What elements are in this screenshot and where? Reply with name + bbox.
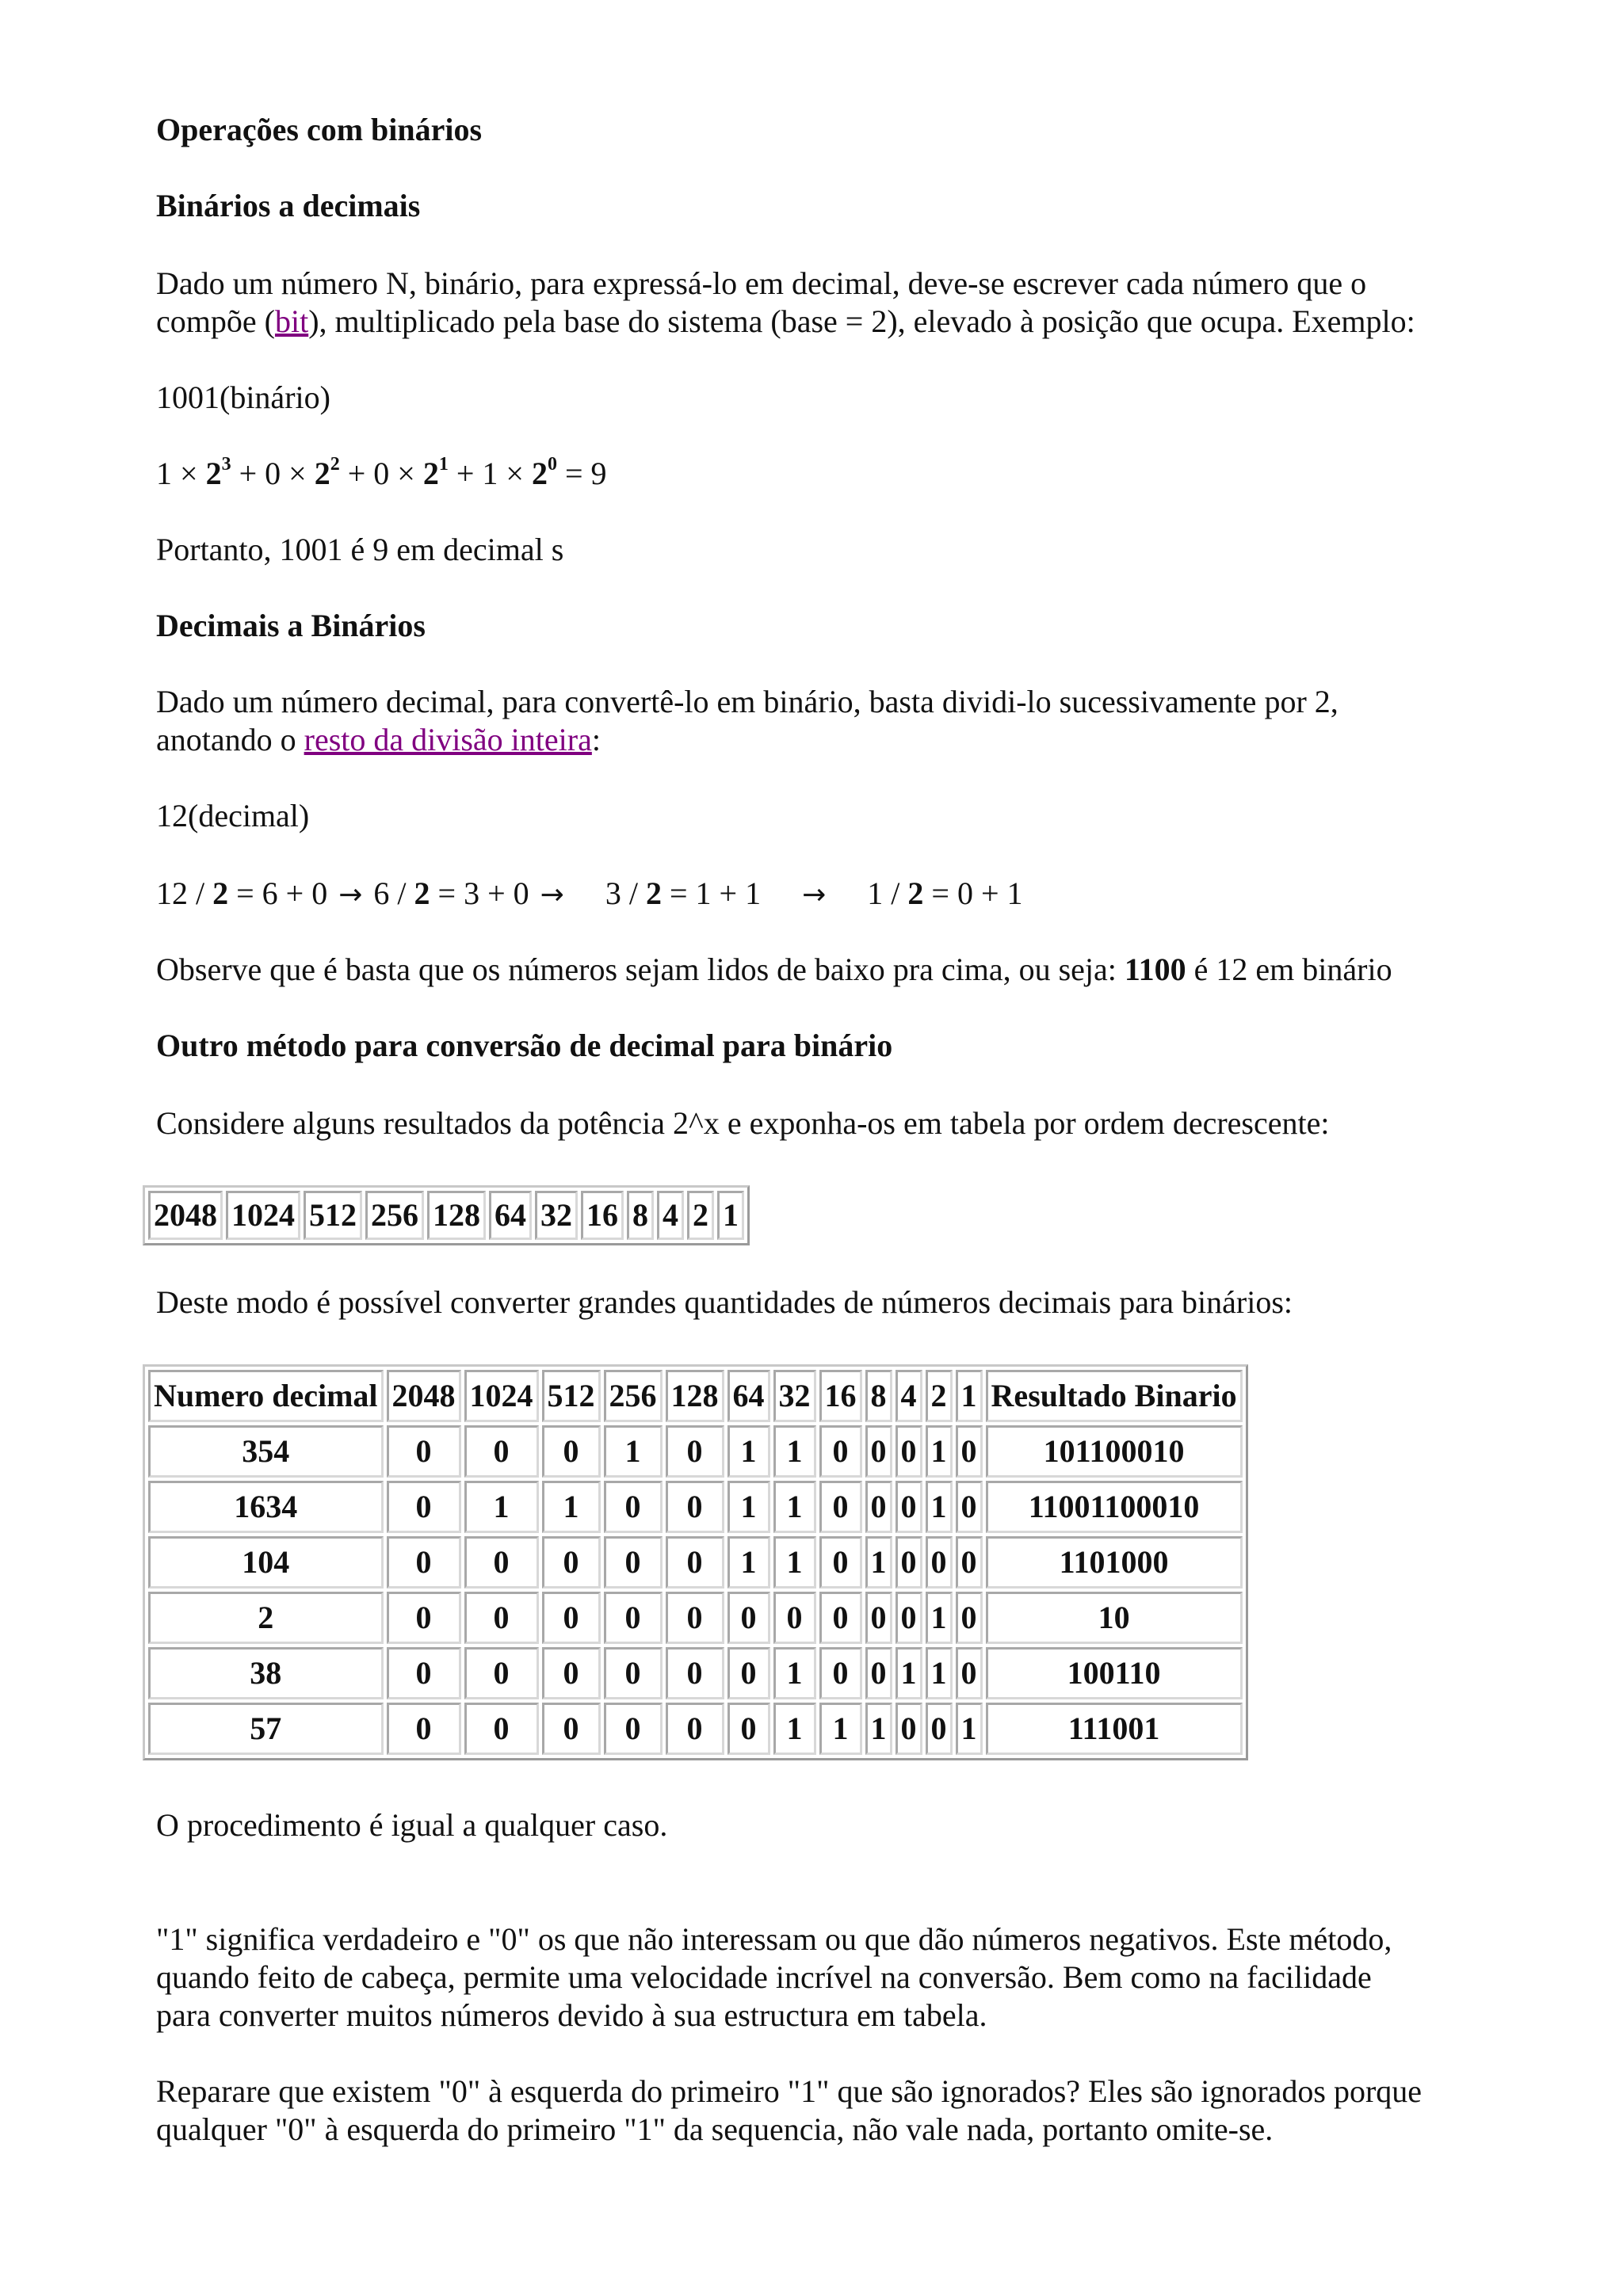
formula-base: 2 bbox=[205, 456, 222, 491]
formula-term: + 1 × bbox=[448, 456, 532, 491]
text: compõe ( bbox=[156, 303, 275, 339]
formula bbox=[156, 455, 607, 493]
bit-cell: 0 bbox=[819, 1425, 862, 1478]
bit-cell: 0 bbox=[865, 1481, 892, 1533]
power-cell: 256 bbox=[365, 1191, 424, 1240]
power-cell: 2 bbox=[687, 1191, 714, 1240]
arrow-right-icon: → bbox=[540, 879, 564, 911]
bit-cell: 1 bbox=[926, 1647, 953, 1699]
power-cell: 1024 bbox=[226, 1191, 300, 1240]
power-cell: 2048 bbox=[148, 1191, 223, 1240]
table-header-cell: 8 bbox=[865, 1370, 892, 1422]
heading-decimais-binarios: Decimais a Binários bbox=[156, 608, 426, 643]
bit-cell: 0 bbox=[387, 1703, 461, 1755]
power-cell: 8 bbox=[627, 1191, 654, 1240]
text: = 6 + 0 bbox=[228, 875, 328, 911]
divisor: 2 bbox=[645, 875, 662, 911]
decimal-cell: 57 bbox=[148, 1703, 384, 1755]
heading-outro-metodo: Outro método para conversão de decimal para binário bbox=[156, 1028, 893, 1063]
resto-divisao-link[interactable]: resto da divisão inteira bbox=[304, 722, 592, 757]
bit-cell: 0 bbox=[956, 1647, 983, 1699]
table-header-row bbox=[148, 1370, 1243, 1422]
example-binary: 1001(binário) bbox=[156, 379, 330, 415]
bit-cell: 0 bbox=[956, 1536, 983, 1589]
bit-cell: 1 bbox=[926, 1592, 953, 1644]
table-header-cell: 1024 bbox=[464, 1370, 539, 1422]
bit-cell: 1 bbox=[773, 1703, 816, 1755]
paragraph-line bbox=[156, 721, 1338, 759]
division-step bbox=[867, 875, 1022, 911]
paragraph-reparare bbox=[156, 2073, 1422, 2149]
bit-cell: 0 bbox=[604, 1647, 663, 1699]
bit-cell: 1 bbox=[727, 1481, 770, 1533]
paragraph-decimal-to-binary bbox=[156, 683, 1338, 759]
text: : bbox=[591, 722, 601, 757]
bit-cell: 0 bbox=[865, 1592, 892, 1644]
table-header-cell: 32 bbox=[773, 1370, 816, 1422]
text: 12 / bbox=[156, 875, 213, 911]
bit-cell: 0 bbox=[819, 1481, 862, 1533]
bit-cell: 0 bbox=[542, 1536, 601, 1589]
paragraph-line: Dado um número N, binário, para expressá-lo em decimal, deve-se escrever cada número que o bbox=[156, 265, 1367, 301]
bit-cell: 1 bbox=[727, 1425, 770, 1478]
decimal-cell: 354 bbox=[148, 1425, 384, 1478]
text: anotando o bbox=[156, 722, 304, 757]
text: ), multiplicado pela base do sistema (base = 2), elevado à posição que ocupa. Exemplo: bbox=[308, 303, 1415, 339]
divisor: 2 bbox=[414, 875, 430, 911]
table-header-cell: 256 bbox=[604, 1370, 663, 1422]
bit-cell: 1 bbox=[727, 1536, 770, 1589]
bit-cell: 0 bbox=[666, 1703, 724, 1755]
bit-cell: 0 bbox=[666, 1481, 724, 1533]
paragraph-line: Reparare que existem "0" à esquerda do primeiro "1" que são ignorados? Eles são ignorados porque bbox=[156, 2073, 1423, 2109]
formula-base: 2 bbox=[422, 456, 439, 491]
bit-cell: 0 bbox=[727, 1647, 770, 1699]
powers-table bbox=[143, 1185, 750, 1245]
binary-result-cell: 100110 bbox=[986, 1647, 1243, 1699]
table-row bbox=[148, 1481, 1243, 1533]
bit-cell: 0 bbox=[666, 1425, 724, 1478]
paragraph-line bbox=[156, 303, 1415, 341]
bit-cell: 1 bbox=[464, 1481, 539, 1533]
bit-cell: 0 bbox=[542, 1425, 601, 1478]
bit-cell: 0 bbox=[542, 1647, 601, 1699]
bit-cell: 0 bbox=[819, 1536, 862, 1589]
bit-cell: 0 bbox=[387, 1425, 461, 1478]
text: é 12 em binário bbox=[1186, 952, 1392, 987]
heading-main: Operações com binários bbox=[156, 112, 483, 147]
power-cell: 512 bbox=[304, 1191, 362, 1240]
table-header-cell: Resultado Binario bbox=[986, 1370, 1243, 1422]
binary-result-cell: 10 bbox=[986, 1592, 1243, 1644]
table-header-cell: 16 bbox=[819, 1370, 862, 1422]
result-1100: 1100 bbox=[1124, 952, 1186, 987]
bit-cell: 0 bbox=[926, 1703, 953, 1755]
power-cell: 1 bbox=[717, 1191, 744, 1240]
bit-cell: 1 bbox=[773, 1536, 816, 1589]
bit-cell: 1 bbox=[926, 1425, 953, 1478]
bit-cell: 1 bbox=[773, 1425, 816, 1478]
bit-cell: 1 bbox=[542, 1481, 601, 1533]
bit-cell: 0 bbox=[387, 1647, 461, 1699]
observe-text bbox=[156, 951, 1392, 989]
table-header-cell: 1 bbox=[956, 1370, 983, 1422]
division-steps bbox=[156, 875, 1023, 914]
bit-cell: 0 bbox=[865, 1647, 892, 1699]
power-cell: 16 bbox=[581, 1191, 624, 1240]
bit-cell: 0 bbox=[896, 1481, 922, 1533]
paragraph-line: qualquer "0" à esquerda do primeiro "1" da sequencia, não vale nada, portanto omite-se. bbox=[156, 2111, 1274, 2147]
bit-cell: 0 bbox=[542, 1592, 601, 1644]
example-decimal: 12(decimal) bbox=[156, 798, 310, 833]
formula-exponent: 2 bbox=[330, 453, 340, 475]
text: Observe que é basta que os números sejam lidos de baixo pra cima, ou seja: bbox=[156, 952, 1125, 987]
paragraph-significado bbox=[156, 1920, 1392, 2035]
bit-cell: 0 bbox=[464, 1592, 539, 1644]
bit-cell: 0 bbox=[666, 1536, 724, 1589]
bit-cell: 0 bbox=[896, 1425, 922, 1478]
formula-term: + 0 × bbox=[231, 456, 315, 491]
bit-cell: 0 bbox=[387, 1592, 461, 1644]
heading-binarios-decimais: Binários a decimais bbox=[156, 188, 421, 223]
table-header-cell: 64 bbox=[727, 1370, 770, 1422]
formula-exponent: 3 bbox=[221, 453, 231, 475]
formula-term: + 0 × bbox=[339, 456, 423, 491]
bit-cell: 0 bbox=[896, 1703, 922, 1755]
binary-result-cell: 1101000 bbox=[986, 1536, 1243, 1589]
table-header-cell: Numero decimal bbox=[148, 1370, 384, 1422]
decimal-cell: 1634 bbox=[148, 1481, 384, 1533]
divisor: 2 bbox=[212, 875, 229, 911]
bit-cell: 0 bbox=[727, 1592, 770, 1644]
text: = 1 + 1 bbox=[661, 875, 762, 911]
binary-result-cell: 111001 bbox=[986, 1703, 1243, 1755]
formula-base: 2 bbox=[531, 456, 548, 491]
bit-cell: 0 bbox=[926, 1536, 953, 1589]
arrow-right-icon: → bbox=[338, 879, 363, 911]
bit-cell: 0 bbox=[464, 1647, 539, 1699]
paragraph-line: Dado um número decimal, para convertê-lo em binário, basta dividi-lo sucessivamente por 2, bbox=[156, 684, 1338, 719]
bit-cell: 1 bbox=[926, 1481, 953, 1533]
binary-result-cell: 101100010 bbox=[986, 1425, 1243, 1478]
decimal-cell: 38 bbox=[148, 1647, 384, 1699]
bit-cell: 0 bbox=[819, 1647, 862, 1699]
bit-cell: 1 bbox=[773, 1647, 816, 1699]
conversion-table bbox=[143, 1364, 1248, 1760]
powers-row bbox=[148, 1191, 744, 1240]
bit-cell: 1 bbox=[956, 1703, 983, 1755]
formula-base: 2 bbox=[314, 456, 330, 491]
table-header-cell: 4 bbox=[896, 1370, 922, 1422]
bit-cell: 0 bbox=[956, 1592, 983, 1644]
bit-cell: 0 bbox=[542, 1703, 601, 1755]
table-header-cell: 2048 bbox=[387, 1370, 461, 1422]
binary-result-cell: 11001100010 bbox=[986, 1481, 1243, 1533]
table-row bbox=[148, 1703, 1243, 1755]
table-row bbox=[148, 1647, 1243, 1699]
arrow-right-icon: → bbox=[802, 879, 827, 911]
bit-cell: 0 bbox=[956, 1481, 983, 1533]
paragraph-line: para converter muitos números devido à sua estructura em tabela. bbox=[156, 1997, 987, 2033]
bit-cell: 0 bbox=[464, 1536, 539, 1589]
decimal-cell: 2 bbox=[148, 1592, 384, 1644]
bit-cell: 1 bbox=[773, 1481, 816, 1533]
bit-cell: 0 bbox=[604, 1703, 663, 1755]
division-step bbox=[373, 875, 529, 911]
bit-cell: 0 bbox=[865, 1425, 892, 1478]
bit-cell: 1 bbox=[865, 1536, 892, 1589]
text: 6 / bbox=[373, 875, 414, 911]
table-header-cell: 128 bbox=[666, 1370, 724, 1422]
bit-cell: 0 bbox=[666, 1592, 724, 1644]
portanto-text: Portanto, 1001 é 9 em decimal s bbox=[156, 532, 564, 567]
bit-cell: 1 bbox=[819, 1703, 862, 1755]
bit-cell: 1 bbox=[865, 1703, 892, 1755]
power-cell: 64 bbox=[489, 1191, 532, 1240]
power-cell: 32 bbox=[535, 1191, 578, 1240]
bit-cell: 0 bbox=[464, 1425, 539, 1478]
bit-cell: 0 bbox=[727, 1703, 770, 1755]
bit-cell: 0 bbox=[819, 1592, 862, 1644]
bit-link[interactable]: bit bbox=[274, 303, 309, 339]
paragraph-line: quando feito de cabeça, permite uma velocidade incrível na conversão. Bem como na facilidade bbox=[156, 1959, 1372, 1995]
table-body bbox=[148, 1425, 1243, 1755]
bit-cell: 0 bbox=[956, 1425, 983, 1478]
division-step bbox=[605, 875, 761, 911]
bit-cell: 0 bbox=[896, 1536, 922, 1589]
bit-cell: 0 bbox=[464, 1703, 539, 1755]
table-header-cell: 512 bbox=[542, 1370, 601, 1422]
bit-cell: 0 bbox=[387, 1481, 461, 1533]
paragraph-binary-to-decimal bbox=[156, 265, 1415, 341]
paragraph-line: "1" significa verdadeiro e "0" os que não interessam ou que dão números negativos. Este método, bbox=[156, 1921, 1392, 1957]
formula-term: 1 × bbox=[156, 456, 206, 491]
text: 3 / bbox=[605, 875, 646, 911]
bit-cell: 0 bbox=[604, 1481, 663, 1533]
decimal-cell: 104 bbox=[148, 1536, 384, 1589]
power-cell: 128 bbox=[427, 1191, 486, 1240]
division-step bbox=[156, 875, 327, 911]
bit-cell: 0 bbox=[604, 1536, 663, 1589]
table-row bbox=[148, 1592, 1243, 1644]
deste-modo-text: Deste modo é possível converter grandes quantidades de números decimais para binários: bbox=[156, 1284, 1293, 1320]
text: 1 / bbox=[867, 875, 908, 911]
text: = 3 + 0 bbox=[430, 875, 529, 911]
table-row bbox=[148, 1536, 1243, 1589]
bit-cell: 0 bbox=[604, 1592, 663, 1644]
considere-text: Considere alguns resultados da potência 2^x e exponha-os em tabela por ordem decrescente: bbox=[156, 1105, 1330, 1141]
table-row bbox=[148, 1425, 1243, 1478]
divisor: 2 bbox=[907, 875, 924, 911]
bit-cell: 1 bbox=[604, 1425, 663, 1478]
table-header-cell: 2 bbox=[926, 1370, 953, 1422]
formula-exponent: 1 bbox=[438, 453, 449, 475]
bit-cell: 0 bbox=[387, 1536, 461, 1589]
bit-cell: 0 bbox=[666, 1647, 724, 1699]
bit-cell: 0 bbox=[773, 1592, 816, 1644]
text: = 0 + 1 bbox=[923, 875, 1023, 911]
bit-cell: 1 bbox=[896, 1647, 922, 1699]
bit-cell: 0 bbox=[896, 1592, 922, 1644]
power-cell: 4 bbox=[657, 1191, 684, 1240]
formula-exponent: 0 bbox=[547, 453, 557, 475]
procedimento-text: O procedimento é igual a qualquer caso. bbox=[156, 1807, 668, 1843]
formula-result: = 9 bbox=[556, 456, 607, 491]
